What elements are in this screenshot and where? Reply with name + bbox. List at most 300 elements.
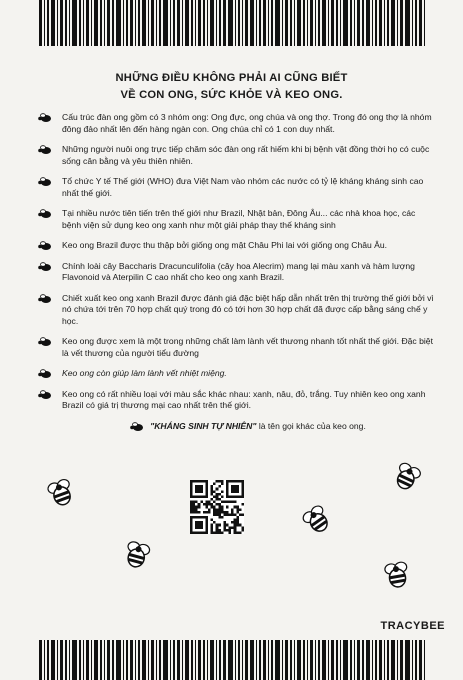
barcode-bar: [65, 640, 67, 680]
barcode-bar: [310, 0, 313, 46]
qr-module: [211, 519, 214, 522]
barcode-bar: [282, 640, 283, 680]
qr-module: [213, 506, 216, 509]
fact-item: [38, 176, 434, 199]
fact-item: [38, 144, 434, 167]
bee-icon: [130, 422, 144, 432]
facts-list: [38, 112, 434, 441]
qr-module: [213, 508, 216, 511]
barcode-bar: [400, 640, 403, 680]
qr-module: [213, 501, 216, 504]
barcode-bar: [219, 640, 221, 680]
qr-module: [218, 516, 221, 519]
qr-module: [236, 506, 239, 509]
qr-module: [241, 503, 244, 506]
barcode-bar: [135, 640, 136, 680]
qr-module: [213, 495, 216, 498]
barcode-bar: [256, 640, 257, 680]
qr-module: [200, 501, 203, 504]
qr-module: [226, 513, 229, 516]
barcode-bar: [259, 0, 261, 46]
barcode-bar: [263, 0, 266, 46]
bee-illustration: [40, 473, 82, 513]
qr-module: [193, 511, 196, 514]
barcode-bar: [362, 640, 364, 680]
barcode-bar: [107, 640, 110, 680]
barcode-bar: [235, 640, 236, 680]
qr-module: [226, 506, 229, 509]
qr-module: [234, 519, 237, 522]
qr-module: [239, 508, 242, 511]
barcode-bar: [91, 0, 92, 46]
barcode-bar: [219, 0, 221, 46]
qr-module: [236, 511, 239, 514]
barcode-bar: [242, 0, 243, 46]
barcode-bar: [104, 640, 105, 680]
qr-module: [216, 524, 219, 527]
barcode-bar: [307, 0, 308, 46]
barcode-bar: [415, 0, 417, 46]
barcode-bar: [159, 0, 161, 46]
bee-illustration: [294, 498, 339, 542]
qr-module: [239, 531, 242, 534]
qr-module: [229, 501, 232, 504]
qr-module: [213, 521, 216, 524]
barcode-bar: [424, 640, 425, 680]
barcode-bar: [268, 640, 269, 680]
barcode-bar: [148, 640, 149, 680]
qr-module: [221, 506, 224, 509]
bee-illustration: [117, 536, 158, 574]
barcode-bar: [177, 640, 180, 680]
barcode-bar: [138, 0, 140, 46]
barcode-bar: [100, 640, 102, 680]
barcode-bar: [130, 0, 133, 46]
qr-module: [218, 511, 221, 514]
fact-text: Tổ chức Y tế Thế giới (WHO) đưa Việt Nam vào nhóm các nước có tỷ lệ kháng kháng sinh cao nhất thế giới.: [62, 176, 424, 198]
qr-module: [216, 526, 219, 529]
barcode-bar: [60, 640, 63, 680]
barcode-bar: [271, 640, 273, 680]
bee-icon: [38, 145, 52, 155]
qr-module: [231, 521, 234, 524]
barcode-bar: [51, 640, 55, 680]
qr-module: [195, 508, 198, 511]
qr-module: [218, 493, 221, 496]
qr-module: [241, 529, 244, 532]
qr-module: [216, 508, 219, 511]
qr-module: [236, 524, 239, 527]
qr-module: [223, 526, 226, 529]
qr-module: [208, 511, 211, 514]
top-barcode: [0, 0, 463, 46]
brand-logo: TRACYBEE: [380, 620, 445, 632]
qr-module: [234, 513, 237, 516]
barcode-bar: [130, 640, 133, 680]
qr-module: [241, 526, 244, 529]
barcode-bar: [415, 640, 417, 680]
qr-module: [216, 480, 219, 483]
qr-module: [231, 513, 234, 516]
qr-module: [241, 513, 244, 516]
barcode-bar: [331, 640, 334, 680]
bee-icon: [38, 294, 52, 304]
qr-module: [234, 501, 237, 504]
barcode-bar: [223, 640, 226, 680]
barcode-bar: [238, 0, 240, 46]
qr-module: [231, 485, 239, 493]
fact-item: [38, 293, 434, 328]
barcode-bar: [185, 640, 189, 680]
fact-text: Keo ong Brazil được thu thập bởi giống ong mật Châu Phi lai với giống ong Châu Âu.: [62, 240, 388, 250]
qr-module: [218, 498, 221, 501]
qr-module: [221, 490, 224, 493]
barcode-bar: [405, 0, 410, 46]
barcode-bar: [340, 640, 341, 680]
qr-module: [211, 498, 214, 501]
qr-module: [231, 526, 234, 529]
qr-module: [198, 506, 201, 509]
barcode-bar: [47, 0, 49, 46]
barcode-bar: [156, 0, 157, 46]
qr-module: [211, 524, 214, 527]
qr-module: [221, 511, 224, 514]
bee-icon: [38, 177, 52, 187]
barcode-bar: [191, 640, 193, 680]
qr-module: [216, 513, 219, 516]
barcode-bar: [44, 640, 45, 680]
barcode-bar: [57, 640, 58, 680]
barcode-bar: [112, 0, 114, 46]
fact-text: Keo ong còn giúp làm lành vết nhiệt miệng.: [62, 368, 227, 378]
barcode-bar: [151, 0, 154, 46]
barcode-bar: [384, 640, 385, 680]
barcode-bar: [86, 640, 89, 680]
barcode-bar: [412, 640, 413, 680]
barcode-bar: [83, 0, 84, 46]
qr-module: [203, 511, 206, 514]
fact-item: [38, 240, 434, 252]
qr-module: [216, 531, 219, 534]
barcode-bar: [159, 640, 161, 680]
barcode-bar: [315, 0, 316, 46]
barcode-bar: [57, 0, 58, 46]
qr-module: [226, 511, 229, 514]
barcode-bar: [216, 0, 217, 46]
qr-module: [218, 529, 221, 532]
barcode-bar: [412, 0, 413, 46]
qr-module: [234, 531, 237, 534]
barcode-bar: [419, 640, 422, 680]
barcode-bar: [391, 640, 395, 680]
qr-module: [229, 531, 232, 534]
qr-module: [216, 498, 219, 501]
barcode-bar: [72, 640, 77, 680]
qr-module: [190, 501, 193, 504]
fact-text: Tại nhiều nước tiên tiến trên thế giới như Brazil, Nhật bản, Đông Âu... các nhà khoa học, các bệnh viện sử dụng keo ong xanh như một giải pháp thay thế kháng sinh: [62, 208, 416, 230]
qr-module: [236, 531, 239, 534]
fact-item: [38, 112, 434, 135]
barcode-bar: [91, 640, 92, 680]
barcode-bar: [195, 640, 196, 680]
qr-module: [216, 488, 219, 491]
qr-module: [216, 493, 219, 496]
qr-module: [195, 511, 198, 514]
qr-module: [216, 503, 219, 506]
barcode-bar: [322, 0, 326, 46]
barcode-bar: [366, 640, 370, 680]
qr-module: [223, 524, 226, 527]
qr-module: [218, 506, 221, 509]
qr-module: [208, 503, 211, 506]
barcode-bar: [362, 0, 364, 46]
barcode-bar: [104, 0, 105, 46]
barcode-bar: [142, 640, 146, 680]
barcode-bar: [163, 0, 168, 46]
page-title: [0, 70, 463, 104]
qr-module: [231, 511, 234, 514]
barcode-bar: [135, 0, 136, 46]
qr-module: [195, 506, 198, 509]
qr-module: [208, 508, 211, 511]
barcode-bar: [322, 640, 326, 680]
fact-text: Những người nuôi ong trực tiếp chăm sóc đàn ong rất hiếm khi bị bệnh vặt đồng thời họ có cuộc sống cân bằng và yêu thiên nhiên.: [62, 144, 430, 166]
qr-module: [213, 513, 216, 516]
barcode-bar: [387, 0, 389, 46]
barcode-bar: [207, 640, 208, 680]
fact-text: Chính loài cây Baccharis Dracunculifolia (cây hoa Alecrim) mang lại màu xanh và hàm lượng Flavonoid và Aterpilin C cao nhất cho keo ong xanh Brazil.: [62, 260, 415, 282]
barcode-bar: [242, 640, 243, 680]
barcode-bar: [328, 640, 329, 680]
barcode-bar: [94, 0, 98, 46]
bee-illustration: [378, 557, 417, 592]
fact-item: [38, 208, 434, 231]
barcode-bar: [210, 640, 214, 680]
barcode-bar: [182, 640, 183, 680]
fact-highlight: "KHÁNG SINH TỰ NHIÊN": [150, 420, 257, 431]
qr-module: [223, 521, 226, 524]
barcode-bar: [191, 0, 193, 46]
qr-module: [195, 521, 203, 529]
barcode-bar: [170, 0, 171, 46]
qr-module: [223, 529, 226, 532]
barcode-bar: [148, 0, 149, 46]
qr-module: [229, 529, 232, 532]
barcode-bar: [354, 0, 355, 46]
barcode-bar: [424, 0, 425, 46]
barcode-bar: [379, 640, 382, 680]
barcode-bar: [307, 640, 308, 680]
barcode-bar: [397, 640, 398, 680]
barcode-bar: [282, 0, 283, 46]
qr-module: [193, 508, 196, 511]
barcode-bar: [290, 0, 292, 46]
qr-module: [223, 511, 226, 514]
qr-module: [229, 526, 232, 529]
barcode-bar: [79, 0, 81, 46]
barcode-bar: [250, 0, 254, 46]
barcode-bar: [170, 640, 171, 680]
qr-module: [211, 488, 214, 491]
barcode-bar: [256, 0, 257, 46]
qr-module: [205, 511, 208, 514]
qr-module: [218, 513, 221, 516]
fact-text: Keo ong được xem là một trong những chất làm lành vết thương nhanh tốt nhất thế giới. Đặc biệt là vết thương của người tiểu đường: [62, 336, 433, 358]
barcode-bar: [83, 640, 84, 680]
barcode-bar: [156, 640, 157, 680]
qr-module: [234, 526, 237, 529]
qr-module: [211, 506, 214, 509]
barcode-bar: [328, 0, 329, 46]
title-line-1: NHỮNG ĐIỀU KHÔNG PHẢI AI CŨNG BIẾT: [115, 72, 348, 84]
qr-module: [231, 508, 234, 511]
barcode-bar: [357, 0, 360, 46]
qr-module: [195, 501, 198, 504]
barcode-bar: [207, 0, 208, 46]
fact-text: Cấu trúc đàn ong gồm có 3 nhóm ong: Ong đực, ong chúa và ong thợ. Trong đó ong thợ là nhóm đông đảo nhất lên đến hàng ngàn con. Ong chúa chỉ có 1 con duy nhất.: [62, 112, 432, 134]
barcode-bar: [69, 0, 70, 46]
qr-module: [226, 529, 229, 532]
qr-module: [221, 501, 224, 504]
qr-module: [236, 519, 239, 522]
qr-module: [211, 526, 214, 529]
barcode-bar: [195, 0, 196, 46]
qr-module: [221, 483, 224, 486]
bee-icon: [38, 209, 52, 219]
fact-text: là tên gọi khác của keo ong.: [256, 420, 366, 431]
barcode-bar: [238, 640, 240, 680]
barcode-bar: [94, 640, 98, 680]
barcode-bar: [419, 0, 422, 46]
barcode-bar: [259, 640, 261, 680]
qr-module: [216, 529, 219, 532]
fact-text: Chiết xuất keo ong xanh Brazil được đánh giá đặc biệt hấp dẫn nhất trên thị trường thế giới bởi vì nó chứa tới trên 70 hợp chất quý trong đó có tới hơn 30 hợp chất đã được cấp bằng sáng chế y học.: [62, 292, 434, 326]
barcode-bar: [216, 640, 217, 680]
fact-item: [38, 368, 434, 380]
barcode-bar: [275, 640, 280, 680]
qr-module: [211, 529, 214, 532]
qr-module: [213, 483, 216, 486]
barcode-bar: [405, 640, 410, 680]
barcode-bar: [375, 0, 377, 46]
bottom-barcode: [0, 640, 463, 680]
barcode-bar: [198, 0, 201, 46]
qr-module: [190, 503, 193, 506]
qr-module: [211, 490, 214, 493]
barcode-bar: [372, 0, 373, 46]
qr-module: [218, 503, 221, 506]
barcode-bar: [350, 0, 352, 46]
barcode-bar: [297, 640, 301, 680]
barcode-bar: [151, 640, 154, 680]
barcode-bar: [203, 0, 205, 46]
bee-icon: [38, 390, 52, 400]
barcode-bar: [387, 640, 389, 680]
qr-module: [211, 531, 214, 534]
qr-code-icon[interactable]: [190, 480, 244, 534]
bee-icon: [38, 241, 52, 251]
barcode-bar: [318, 640, 320, 680]
barcode-bar: [343, 640, 348, 680]
qr-module: [221, 508, 224, 511]
barcode-bar: [116, 640, 121, 680]
qr-module: [236, 521, 239, 524]
qr-module: [226, 524, 229, 527]
qr-module: [239, 524, 242, 527]
barcode-bar: [163, 640, 168, 680]
barcode-bar: [315, 640, 316, 680]
qr-module: [231, 501, 234, 504]
barcode-bar: [177, 0, 180, 46]
barcode-bar: [331, 0, 334, 46]
qr-module: [218, 480, 221, 483]
qr-module: [208, 501, 211, 504]
barcode-bar: [60, 0, 63, 46]
barcode-bar: [294, 0, 295, 46]
barcode-bar: [400, 0, 403, 46]
barcode-bar: [343, 0, 348, 46]
barcode-bar: [290, 640, 292, 680]
barcode-bar: [235, 0, 236, 46]
qr-module: [221, 495, 224, 498]
qr-module: [223, 513, 226, 516]
barcode-bar: [116, 0, 121, 46]
barcode-bar: [303, 0, 305, 46]
barcode-bar: [100, 0, 102, 46]
barcode-bar: [126, 0, 128, 46]
qr-module: [221, 531, 224, 534]
qr-module: [216, 511, 219, 514]
fact-item: [38, 336, 434, 359]
barcode-bar: [123, 0, 124, 46]
qr-module: [193, 506, 196, 509]
barcode-bar: [250, 640, 254, 680]
barcode-bar: [263, 640, 266, 680]
qr-module: [236, 508, 239, 511]
qr-module: [236, 516, 239, 519]
qr-module: [218, 531, 221, 534]
qr-module: [229, 513, 232, 516]
title-line-2: VỀ CON ONG, SỨC KHỎE VÀ KEO ONG.: [120, 89, 343, 101]
qr-module: [226, 501, 229, 504]
barcode-bar: [397, 0, 398, 46]
barcode-bar: [372, 640, 373, 680]
qr-module: [190, 508, 193, 511]
qr-module: [218, 485, 221, 488]
barcode-bar: [173, 640, 175, 680]
barcode-bar: [303, 640, 305, 680]
barcode-bar: [123, 640, 124, 680]
fact-text: Keo ong có rất nhiều loại với màu sắc khác nhau: xanh, nâu, đỏ, trắng. Tuy nhiên keo ong xanh Brazil có giá trị thương mại cao nhất trên thế giới.: [62, 388, 426, 410]
barcode-bar: [69, 640, 70, 680]
qr-module: [203, 503, 206, 506]
barcode-bar: [375, 640, 377, 680]
barcode-bar: [173, 0, 175, 46]
barcode-bar: [285, 0, 288, 46]
qr-module: [205, 506, 208, 509]
barcode-bar: [185, 0, 189, 46]
barcode-bar: [285, 640, 288, 680]
qr-module: [205, 503, 208, 506]
barcode-bar: [198, 640, 201, 680]
qr-module: [198, 503, 201, 506]
barcode-bar: [107, 0, 110, 46]
bee-illustration: [385, 456, 428, 498]
barcode-bar: [142, 0, 146, 46]
barcode-bar: [86, 0, 89, 46]
barcode-bar: [44, 0, 45, 46]
barcode-bar: [297, 0, 301, 46]
